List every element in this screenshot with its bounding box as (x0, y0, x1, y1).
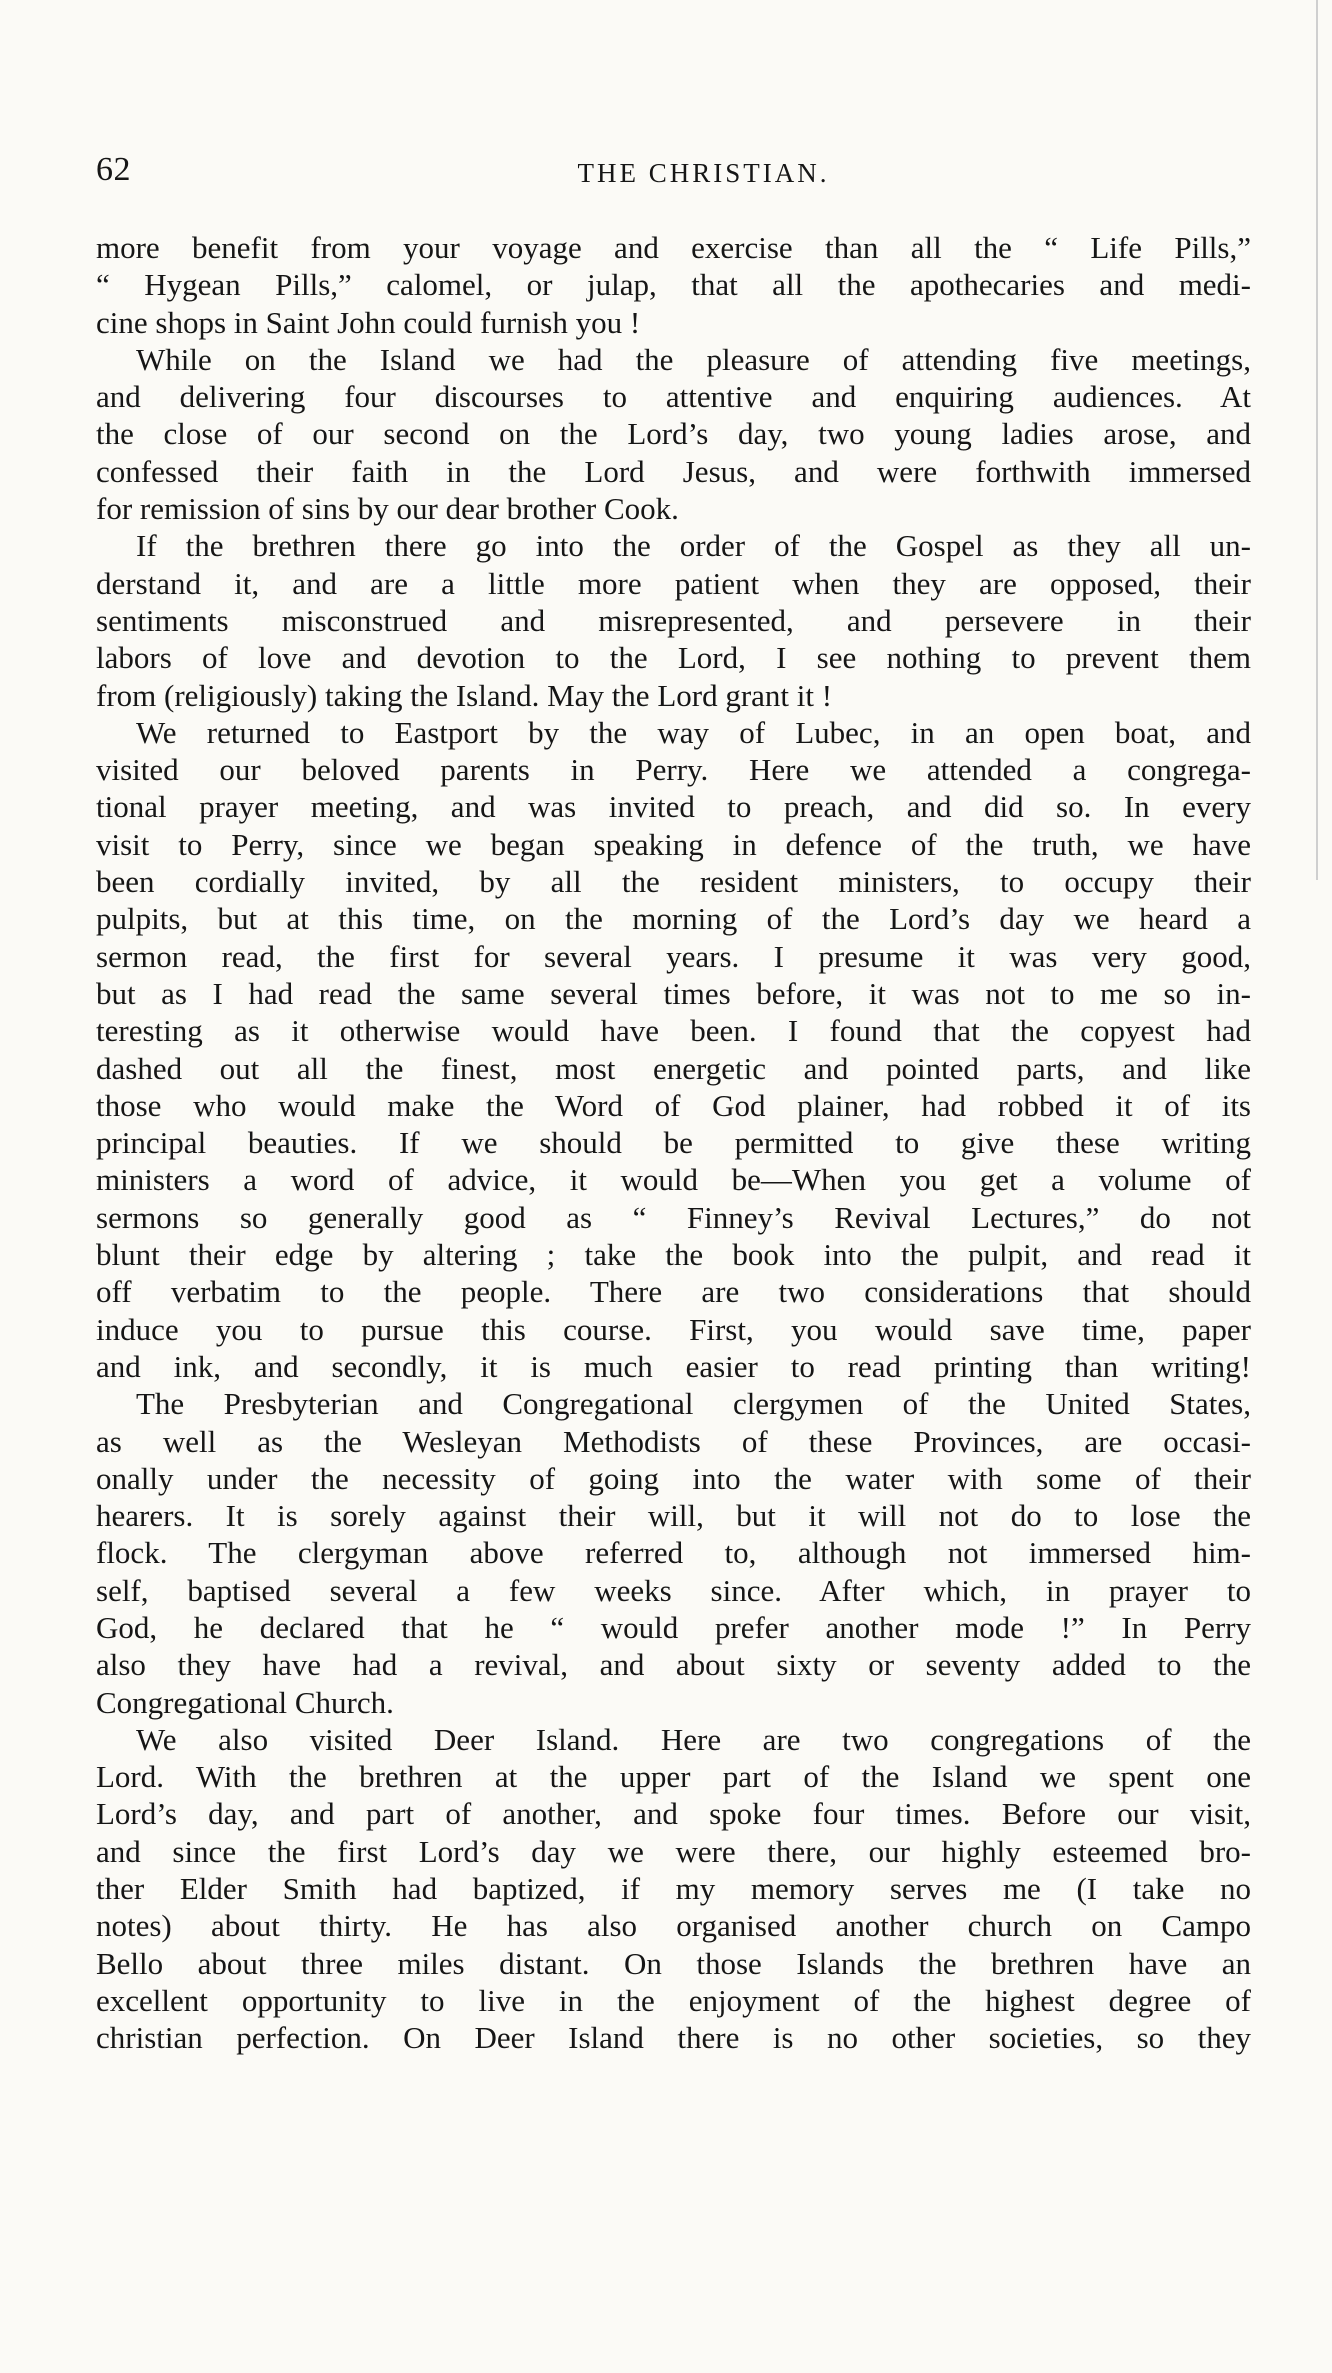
text-line: Bello about three miles distant. On those Islands the brethren have an (96, 1945, 1251, 1981)
page-header (96, 150, 1251, 200)
text-line: self, baptised several a few weeks since. After which, in prayer to (96, 1572, 1251, 1608)
text-line: sermons so generally good as “ Finney’s Revival Lectures,” do not (96, 1199, 1251, 1235)
text-line: flock. The clergyman above referred to, although not immersed him- (96, 1535, 1251, 1571)
text-line: but as I had read the same several times before, it was not to me so in- (96, 975, 1251, 1011)
text-line: induce you to pursue this course. First, you would save time, paper (96, 1311, 1251, 1347)
text-line: pulpits, but at this time, on the morning of the Lord’s day we heard a (96, 901, 1251, 937)
text-line: notes) about thirty. He has also organised another church on Campo (96, 1908, 1251, 1944)
text-line: more benefit from your voyage and exercise than all the “ Life Pills,” (96, 230, 1251, 265)
paragraph-first-line: We returned to Eastport by the way of Lubec, in an open boat, and (136, 714, 1251, 750)
text-line: sentiments misconstrued and misrepresented, and persevere in their (96, 602, 1251, 638)
text-line: confessed their faith in the Lord Jesus, and were forthwith immersed (96, 453, 1251, 489)
text-line: cine shops in Saint John could furnish you ! (96, 304, 641, 340)
text-line: “ Hygean Pills,” calomel, or julap, that all the apothecaries and medi- (96, 267, 1251, 303)
paragraph-first-line: While on the Island we had the pleasure of attending five meetings, (136, 341, 1251, 377)
running-title: THE CHRISTIAN. (577, 158, 830, 188)
text-line: labors of love and devotion to the Lord, I see nothing to prevent them (96, 640, 1251, 676)
text-line: also they have had a revival, and about sixty or seventy added to the (96, 1647, 1251, 1683)
text-line: the close of our second on the Lord’s day, two young ladies arose, and (96, 416, 1251, 452)
text-line: hearers. It is sorely against their will, but it will not do to lose the (96, 1498, 1251, 1534)
text-line: onally under the necessity of going into the water with some of their (96, 1460, 1251, 1496)
text-line: Congregational Church. (96, 1684, 394, 1720)
paragraph-first-line: The Presbyterian and Congregational clergymen of the United States, (136, 1386, 1251, 1422)
text-line: derstand it, and are a little more patient when they are opposed, their (96, 565, 1251, 601)
page-number: 62 (96, 151, 131, 188)
text-line: from (religiously) taking the Island. May the Lord grant it ! (96, 677, 833, 713)
text-line: christian perfection. On Deer Island there is no other societies, so they (96, 2020, 1251, 2056)
text-line: been cordially invited, by all the resident ministers, to occupy their (96, 864, 1251, 900)
text-line: sermon read, the first for several years. I presume it was very good, (96, 938, 1251, 974)
page-edge-line (1316, 0, 1318, 880)
text-line: for remission of sins by our dear brother Cook. (96, 491, 679, 527)
text-line: excellent opportunity to live in the enjoyment of the highest degree of (96, 1982, 1251, 2018)
body-text (96, 229, 1251, 2057)
text-line: as well as the Wesleyan Methodists of these Provinces, are occasi- (96, 1423, 1251, 1459)
text-line: off verbatim to the people. There are two considerations that should (96, 1274, 1251, 1310)
text-line: visited our beloved parents in Perry. Here we attended a congrega- (96, 752, 1251, 788)
paragraph-first-line: We also visited Deer Island. Here are two congregations of the (136, 1721, 1251, 1757)
text-line: God, he declared that he “ would prefer another mode !” In Perry (96, 1609, 1251, 1645)
text-line: ministers a word of advice, it would be—When you get a volume of (96, 1162, 1251, 1198)
paragraph-first-line: If the brethren there go into the order of the Gospel as they all un- (136, 528, 1251, 564)
text-line: those who would make the Word of God plainer, had robbed it of its (96, 1087, 1251, 1123)
text-line: and since the first Lord’s day we were there, our highly esteemed bro- (96, 1833, 1251, 1869)
text-line: principal beauties. If we should be permitted to give these writing (96, 1125, 1251, 1161)
text-line: and delivering four discourses to attentive and enquiring audiences. At (96, 379, 1251, 415)
text-line: dashed out all the finest, most energetic and pointed parts, and like (96, 1050, 1251, 1086)
text-line: ther Elder Smith had baptized, if my memory serves me (I take no (96, 1871, 1251, 1907)
text-line: tional prayer meeting, and was invited to preach, and did so. In every (96, 789, 1251, 825)
text-line: and ink, and secondly, it is much easier to read printing than writing! (96, 1348, 1251, 1384)
text-line: Lord. With the brethren at the upper part of the Island we spent one (96, 1759, 1251, 1795)
text-line: visit to Perry, since we began speaking in defence of the truth, we have (96, 826, 1251, 862)
text-line: Lord’s day, and part of another, and spoke four times. Before our visit, (96, 1796, 1251, 1832)
text-line: teresting as it otherwise would have been. I found that the copyest had (96, 1013, 1251, 1049)
text-line: blunt their edge by altering ; take the book into the pulpit, and read it (96, 1237, 1251, 1273)
